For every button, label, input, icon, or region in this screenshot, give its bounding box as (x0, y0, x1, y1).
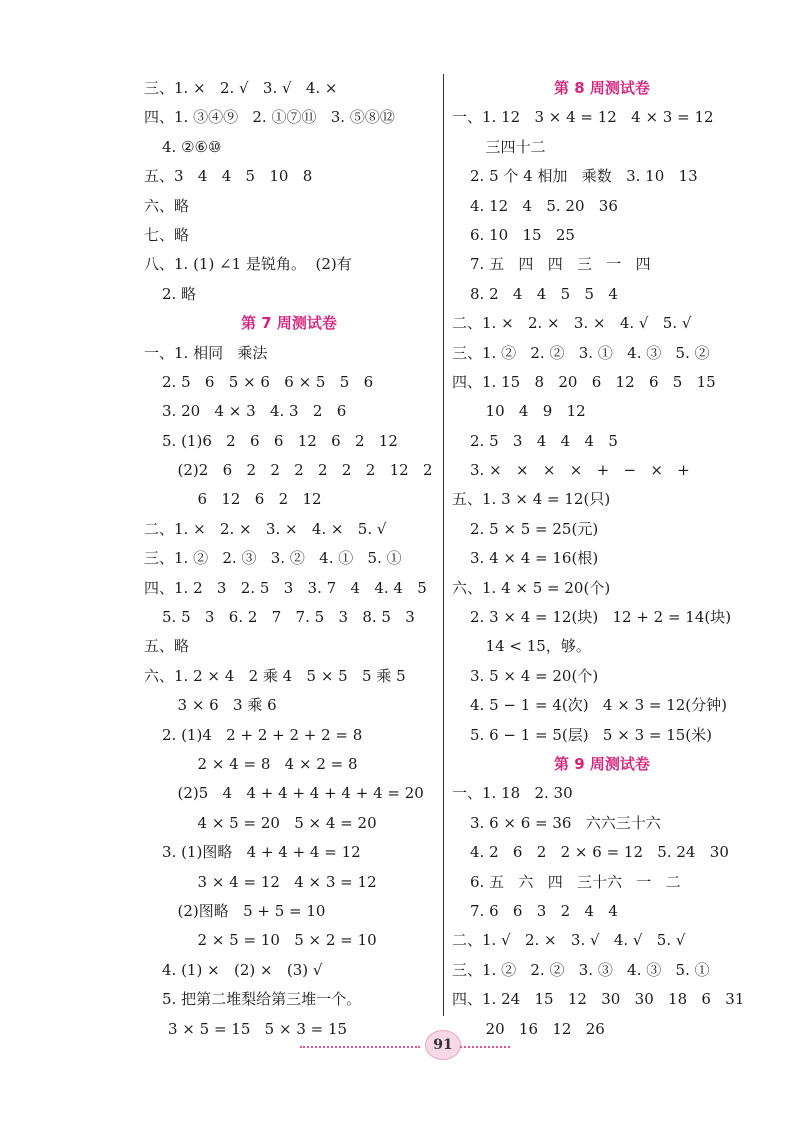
answer-line: 2 × 4 = 8 4 × 2 = 8 (188, 754, 358, 773)
answer-line: 10 4 9 12 (476, 402, 586, 421)
column-divider (443, 74, 444, 1016)
answer-line: 7. 五 四 四 三 一 四 (470, 255, 651, 274)
answer-line: 6. 10 15 25 (470, 225, 575, 244)
answer-line: 三、1. ② 2. ② 3. ① 4. ③ 5. ② (452, 343, 710, 362)
answer-line: 五、略 (144, 637, 190, 656)
answer-line: 6 12 6 2 12 (188, 490, 322, 509)
answer-line: 5. 6 − 1 = 5(层) 5 × 3 = 15(米) (470, 725, 713, 744)
answer-line: 六、1. 2 × 4 2 乘 4 5 × 5 5 乘 5 (144, 666, 406, 685)
answer-line: 四、1. ③④⑨ 2. ①⑦⑪ 3. ⑤⑧⑫ (144, 108, 395, 127)
answer-line: 三、1. × 2. √ 3. √ 4. × (144, 79, 338, 97)
answer-line: 2. 略 (162, 284, 197, 303)
answer-line: 3. (1)图略 4 + 4 + 4 = 12 (162, 843, 361, 862)
section-heading: 第 9 周测试卷 (554, 754, 650, 773)
answer-line: 3. 20 4 × 3 4. 3 2 6 (162, 402, 347, 421)
answer-line: 二、1. × 2. × 3. × 4. √ 5. √ (452, 314, 692, 333)
answer-line: 4. ②⑥⑩ (162, 137, 222, 156)
answer-line: 3 × 4 = 12 4 × 3 = 12 (188, 872, 377, 891)
answer-line: 7. 6 6 3 2 4 4 (470, 901, 618, 920)
answer-line: 3 × 6 3 乘 6 (168, 696, 277, 715)
left-answer-column (144, 74, 434, 1044)
answer-line: 5. (1)6 2 6 6 12 6 2 12 (162, 431, 398, 450)
answer-line: 四、1. 24 15 12 30 30 18 6 31 (452, 990, 745, 1009)
footer-dots-left (300, 1046, 420, 1048)
answer-line: 3 × 5 = 15 5 × 3 = 15 (168, 1019, 348, 1038)
answer-line: 2 × 5 = 10 5 × 2 = 10 (188, 931, 377, 950)
answer-line: 六、1. 4 × 5 = 20(个) (452, 578, 611, 597)
answer-line: 3. 6 × 6 = 36 六六三十六 (470, 813, 661, 832)
answer-line: 4. 2 6 2 2 × 6 = 12 5. 24 30 (470, 843, 729, 862)
answer-line: 20 16 12 26 (476, 1019, 605, 1038)
answer-line: 6. 五 六 四 三十六 一 二 (470, 872, 681, 891)
section-heading: 第 8 周测试卷 (554, 79, 650, 97)
answer-line: 5. 把第二堆梨给第三堆一个。 (162, 990, 362, 1009)
answer-line: 4 × 5 = 20 5 × 4 = 20 (188, 813, 377, 832)
answer-line: 一、1. 相同 乘法 (144, 343, 268, 362)
answer-line: 2. 5 3 4 4 4 5 (470, 431, 618, 450)
answer-line: 五、1. 3 × 4 = 12(只) (452, 490, 611, 509)
answer-line: 3. 4 × 4 = 16(根) (470, 549, 599, 568)
answer-line: 2. 5 个 4 相加 乘数 3. 10 13 (470, 167, 698, 186)
answer-line: 七、略 (144, 225, 190, 244)
answer-line: 二、1. × 2. × 3. × 4. × 5. √ (144, 519, 387, 538)
answer-line: 二、1. √ 2. × 3. √ 4. √ 5. √ (452, 931, 686, 950)
answer-line: 一、1. 18 2. 30 (452, 784, 573, 803)
answer-line: 三四十二 (476, 137, 546, 156)
footer-dots-right (460, 1046, 510, 1048)
answer-line: 8. 2 4 4 5 5 4 (470, 284, 618, 303)
answer-line: 六、略 (144, 196, 190, 215)
answer-line: 2. 3 × 4 = 12(块) 12 + 2 = 14(块) (470, 608, 732, 627)
answer-line: 2. (1)4 2 + 2 + 2 + 2 = 8 (162, 725, 363, 744)
answer-line: 4. 12 4 5. 20 36 (470, 196, 618, 215)
section-heading: 第 7 周测试卷 (241, 314, 337, 333)
answer-line: 4. 5 − 1 = 4(次) 4 × 3 = 12(分钟) (470, 696, 728, 715)
answer-line: 3. × × × × + − × + (470, 461, 690, 480)
answer-line: (2)2 6 2 2 2 2 2 2 12 2 (168, 461, 433, 480)
page-number: 91 (425, 1030, 461, 1060)
answer-line: 2. 5 6 5 × 6 6 × 5 5 6 (162, 372, 374, 391)
answer-line: 五、3 4 4 5 10 8 (144, 167, 313, 186)
answer-line: 4. (1) × (2) × (3) √ (162, 960, 323, 979)
answer-line: 一、1. 12 3 × 4 = 12 4 × 3 = 12 (452, 108, 714, 127)
answer-line: 三、1. ② 2. ② 3. ③ 4. ③ 5. ① (452, 960, 710, 979)
answer-line: 5. 5 3 6. 2 7 7. 5 3 8. 5 3 (162, 608, 415, 627)
answer-line: 14 < 15，够。 (476, 637, 591, 656)
page-footer (0, 1030, 800, 1060)
answer-line: 四、1. 15 8 20 6 12 6 5 15 (452, 372, 716, 391)
answer-line: 2. 5 × 5 = 25(元) (470, 519, 599, 538)
answer-line: 三、1. ② 2. ③ 3. ② 4. ① 5. ① (144, 549, 402, 568)
answer-line: 八、1. (1) ∠1 是锐角。 (2)有 (144, 255, 352, 274)
answer-line: 四、1. 2 3 2. 5 3 3. 7 4 4. 4 5 (144, 578, 427, 597)
answer-line: (2)图略 5 + 5 = 10 (168, 901, 326, 920)
right-answer-column (452, 74, 752, 1044)
answer-line: (2)5 4 4 + 4 + 4 + 4 + 4 = 20 (168, 784, 424, 803)
answer-line: 3. 5 × 4 = 20(个) (470, 666, 599, 685)
